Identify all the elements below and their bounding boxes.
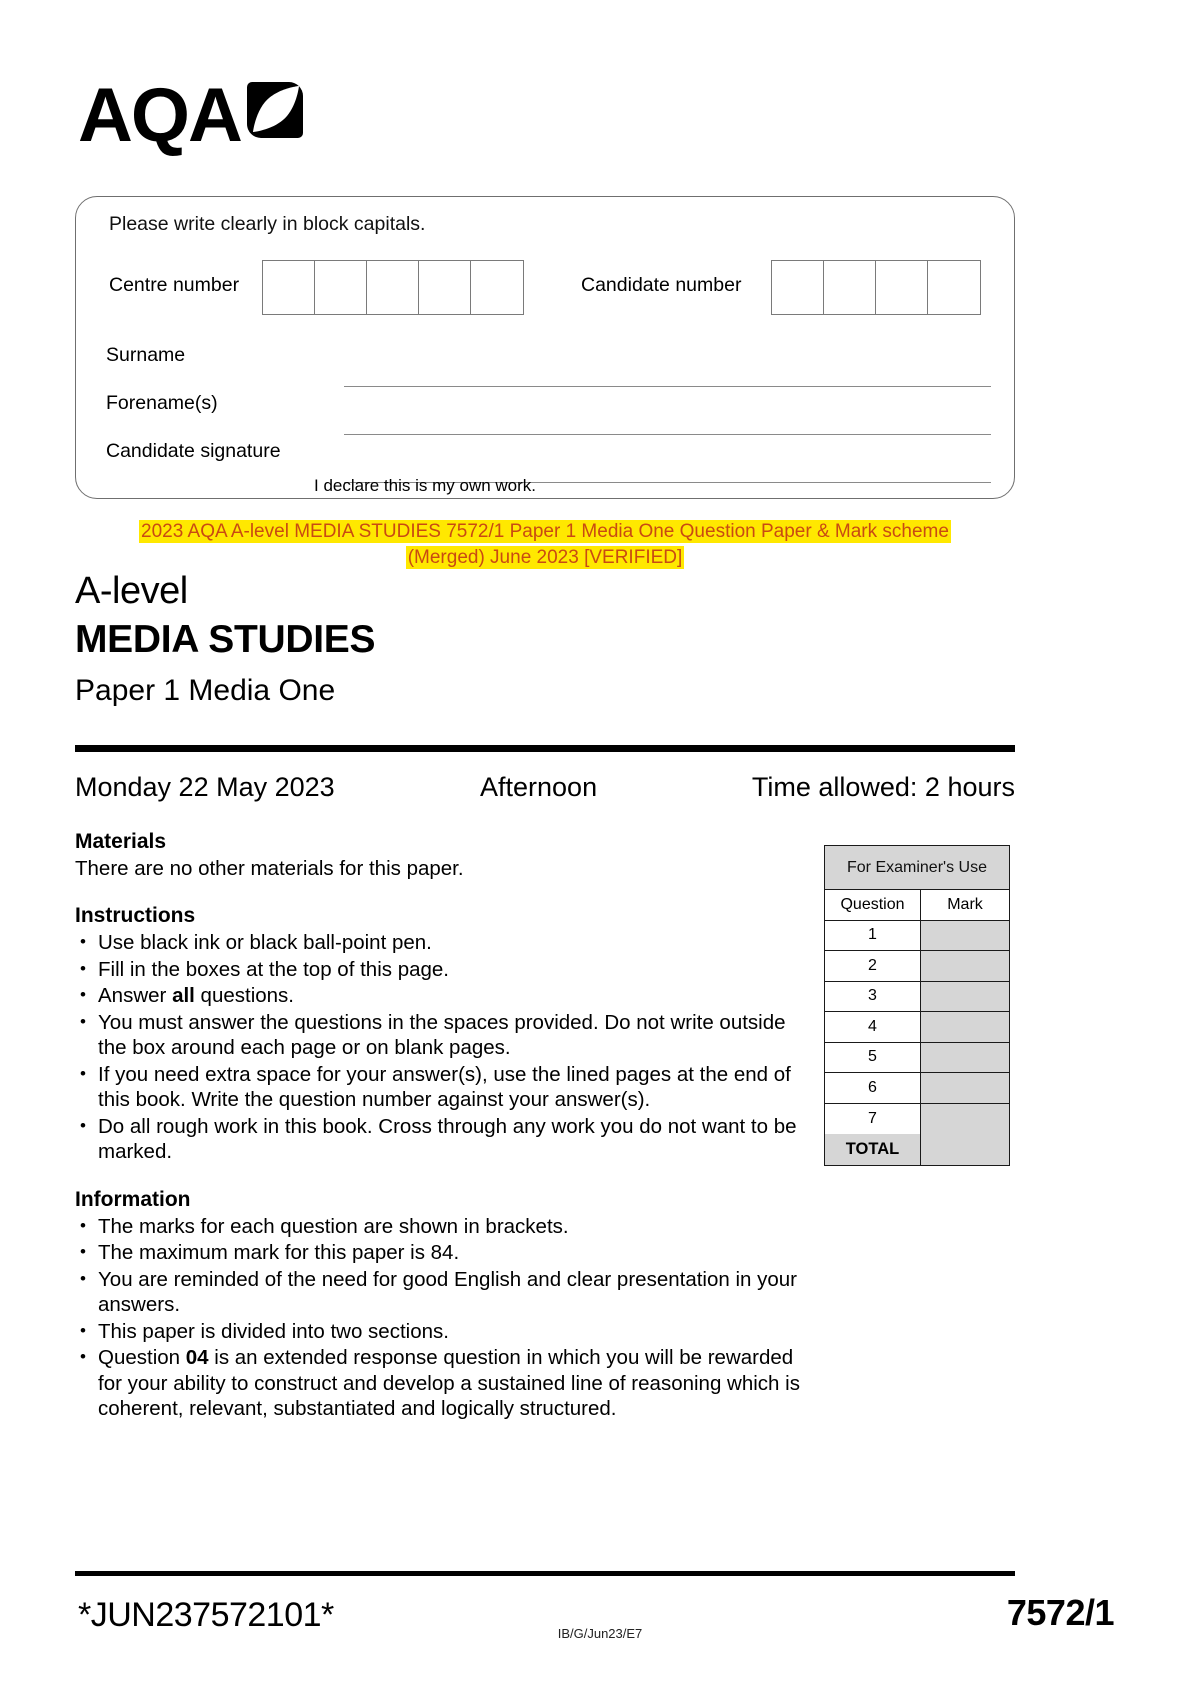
examiner-table-total-row [825,1134,1009,1165]
column-header-question: Question [825,890,921,920]
forename-field[interactable] [106,388,991,435]
list-item: • Fill in the boxes at the top of this page. [75,957,805,983]
exam-schedule-line [75,772,1015,806]
character-box[interactable] [876,261,928,314]
question-number-cell: 2 [825,951,921,981]
examiner-table-title: For Examiner's Use [825,846,1009,890]
candidate-signature-field[interactable] [106,436,991,483]
column-header-mark: Mark [921,890,1009,920]
character-box[interactable] [928,261,980,314]
examiner-use-table [824,845,1010,1166]
character-box[interactable] [367,261,419,314]
information-list [75,1214,805,1422]
list-item: • Do all rough work in this book. Cross through any work you do not want to be marked. [75,1114,805,1165]
forename-writing-line[interactable] [344,434,991,435]
mark-cell[interactable] [921,951,1009,981]
materials-text: There are no other materials for this paper. [75,857,464,880]
candidate-number-input[interactable] [771,260,981,315]
qualification-level: A-level [75,570,188,612]
aqa-logo-text: AQA [78,73,241,158]
materials-heading: Materials [75,830,167,853]
emphasis-text: all [172,984,195,1007]
banner-line-2: (Merged) June 2023 [VERIFIED] [407,547,683,568]
total-label: TOTAL [825,1134,921,1165]
document-code: IB/G/Jun23/E7 [557,1626,643,1641]
leaf-mark-icon [247,82,303,138]
centre-number-label: Centre number [109,274,240,296]
footer-divider [75,1571,1015,1576]
character-box[interactable] [315,261,367,314]
subject-title: MEDIA STUDIES [75,618,376,661]
exam-session: Afternoon [480,772,598,802]
list-item: • Use black ink or black ball-point pen. [75,930,805,956]
surname-field[interactable] [106,340,991,387]
table-row [825,921,1009,952]
centre-number-input[interactable] [262,260,524,315]
question-number-cell: 1 [825,921,921,951]
list-item: • This paper is divided into two sections. [75,1319,805,1345]
information-heading: Information [75,1187,191,1211]
banner-line-1: 2023 AQA A-level MEDIA STUDIES 7572/1 Paper 1 Media One Question Paper & Mark scheme [141,521,949,542]
information-section [75,1188,805,1422]
character-box[interactable] [824,261,876,314]
candidate-number-label: Candidate number [581,274,742,296]
mark-cell[interactable] [921,982,1009,1012]
instructions-heading: Instructions [75,904,196,927]
exam-date: Monday 22 May 2023 [75,772,335,802]
barcode-text: *JUN237572101* [78,1596,334,1634]
surname-label: Surname [106,344,186,366]
mark-cell[interactable] [921,1073,1009,1103]
table-row [825,1043,1009,1074]
declaration-text: I declare this is my own work. [314,476,537,495]
list-item: • Answer all questions. [75,983,805,1009]
instructions-section [75,904,805,1165]
materials-section [75,830,805,882]
mark-cell[interactable] [921,1104,1009,1135]
block-capitals-note: Please write clearly in block capitals. [109,213,426,235]
table-row [825,1012,1009,1043]
question-number-cell: 6 [825,1073,921,1103]
table-row [825,951,1009,982]
front-page-content [75,830,805,1423]
mark-cell[interactable] [921,921,1009,951]
paper-title: Paper 1 Media One [75,674,336,707]
highlight-banner [75,519,1015,571]
list-item: • You must answer the questions in the spaces provided. Do not write outside the box around each page or on blank pages. [75,1010,805,1061]
question-number-cell: 7 [825,1104,921,1135]
character-box[interactable] [772,261,824,314]
character-box[interactable] [263,261,315,314]
list-item: • The marks for each question are shown in brackets. [75,1214,805,1240]
candidate-signature-label: Candidate signature [106,440,281,462]
table-row [825,1073,1009,1104]
aqa-logo [78,73,303,158]
paper-code: 7572/1 [1006,1592,1114,1633]
time-allowed: Time allowed: 2 hours [751,772,1015,802]
mark-cell[interactable] [921,1043,1009,1073]
table-row [825,982,1009,1013]
character-box[interactable] [471,261,523,314]
instructions-list [75,930,805,1165]
list-item: • If you need extra space for your answer(s), use the lined pages at the end of this book. Write the question number against your answer(s). [75,1062,805,1113]
list-item: • Question 04 is an extended response question in which you will be rewarded for your ability to construct and develop a sustained line of reasoning which is coherent, relevant, substantiated and logically structured. [75,1345,805,1422]
list-item: • You are reminded of the need for good English and clear presentation in your answers. [75,1267,805,1318]
title-divider [75,745,1015,752]
character-box[interactable] [419,261,471,314]
question-number-cell: 4 [825,1012,921,1042]
list-item: • The maximum mark for this paper is 84. [75,1240,805,1266]
surname-writing-line[interactable] [344,386,991,387]
examiner-table-header-row [825,890,1009,921]
emphasis-text: 04 [185,1346,209,1369]
question-number-cell: 5 [825,1043,921,1073]
total-mark-cell[interactable] [921,1134,1009,1165]
candidate-details-box [75,196,1015,499]
table-row [825,1104,1009,1135]
question-number-cell: 3 [825,982,921,1012]
mark-cell[interactable] [921,1012,1009,1042]
forename-label: Forename(s) [106,392,218,414]
